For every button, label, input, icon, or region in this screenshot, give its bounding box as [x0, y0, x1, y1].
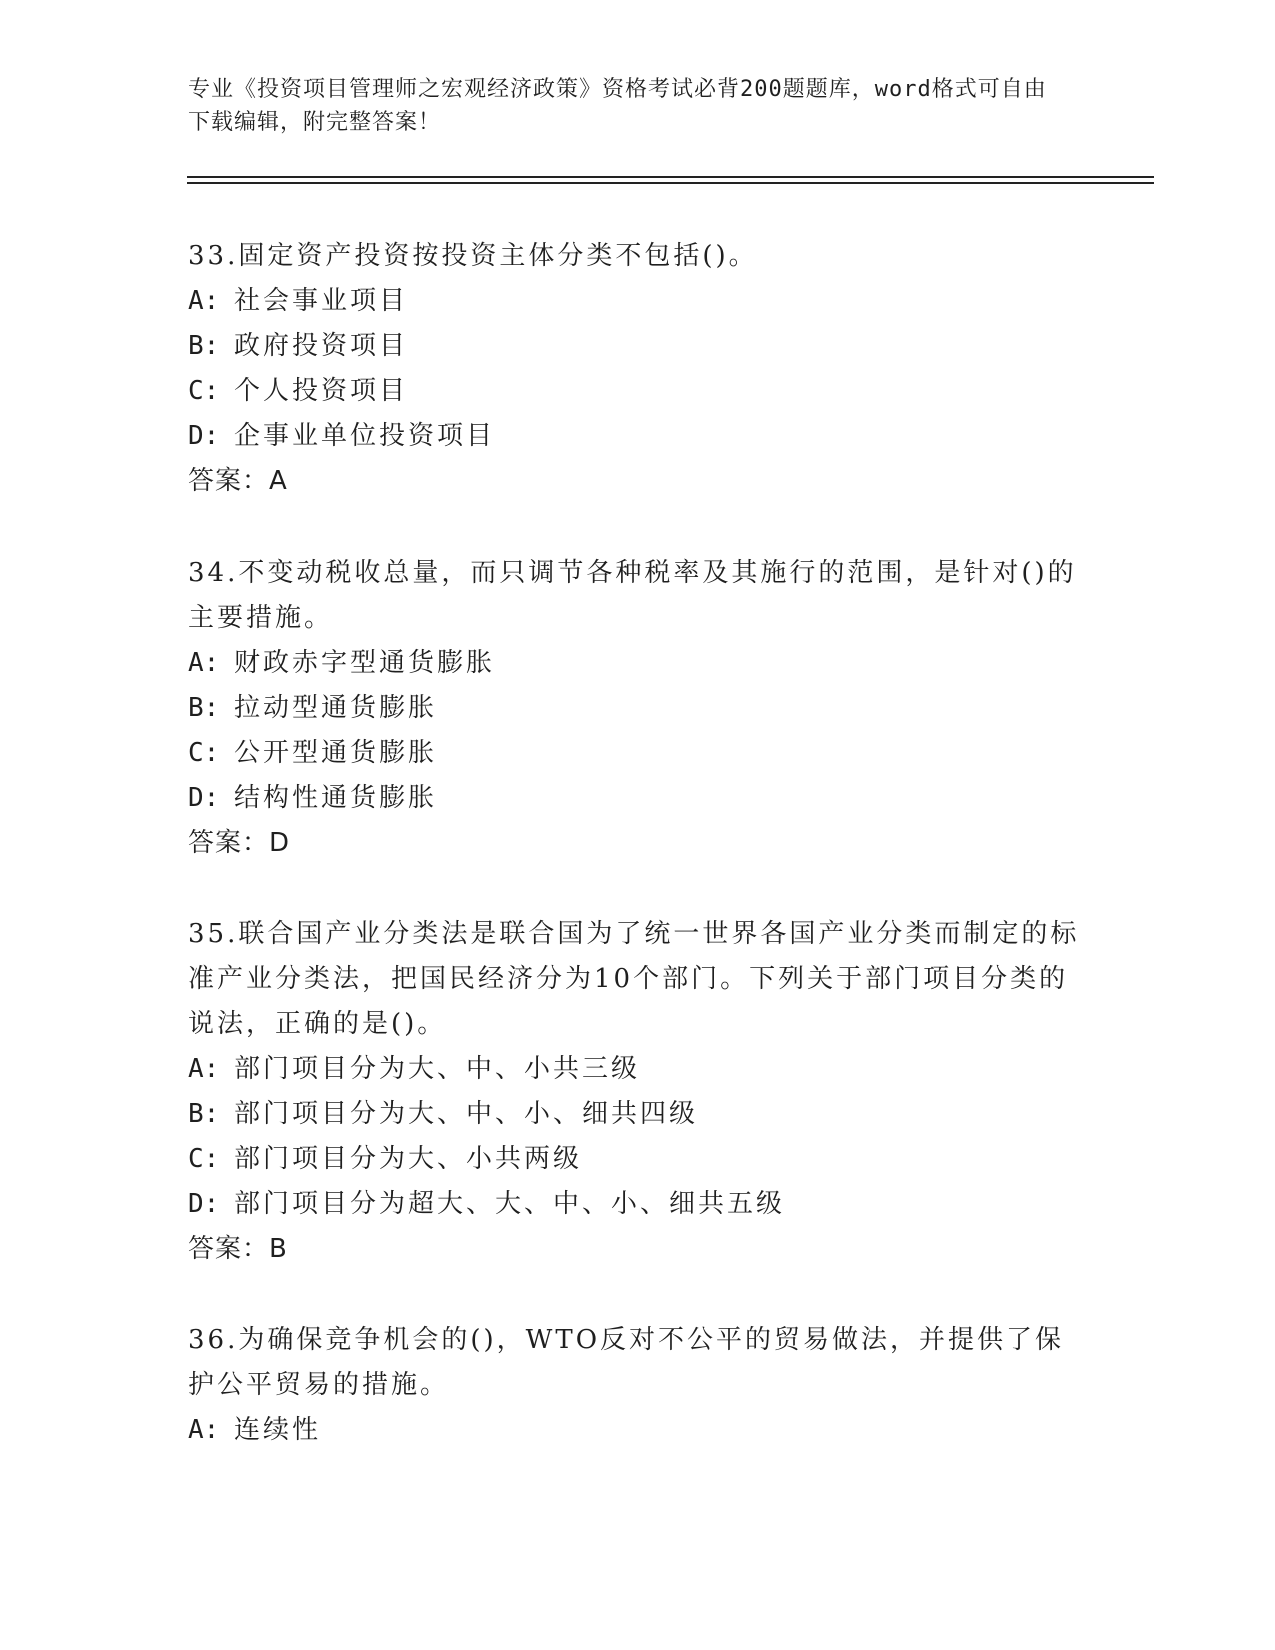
option-text: 拉动型通货膨胀	[234, 693, 438, 723]
question-text: 34.不变动税收总量，而只调节各种税率及其施行的范围，是针对()的主要措施。	[188, 558, 1077, 633]
answer-line: 答案：A	[188, 466, 288, 496]
question-34	[188, 551, 1088, 866]
option-letter: A:	[188, 648, 220, 678]
answer-line: 答案：D	[188, 828, 291, 858]
option-letter: A:	[188, 286, 220, 316]
option-text: 社会事业项目	[234, 286, 409, 316]
option-c	[188, 369, 1088, 414]
option-letter: A:	[188, 1415, 220, 1445]
option-letter: A:	[188, 1054, 220, 1084]
document-header: 专业《投资项目管理师之宏观经济政策》资格考试必背200题题库，word格式可自由下载编辑，附完整答案！	[188, 77, 1047, 135]
option-letter: B:	[188, 331, 220, 361]
option-text: 连续性	[234, 1415, 322, 1445]
option-text: 公开型通货膨胀	[234, 738, 438, 768]
option-a	[188, 279, 1088, 324]
option-letter: D:	[188, 783, 220, 813]
option-text: 部门项目分为大、小共两级	[234, 1144, 583, 1174]
option-text: 政府投资项目	[234, 331, 409, 361]
header-divider-top	[187, 176, 1154, 178]
question-35	[188, 912, 1088, 1272]
option-d	[188, 1182, 1088, 1227]
option-letter: C:	[188, 1144, 220, 1174]
option-letter: D:	[188, 1189, 220, 1219]
option-c	[188, 1137, 1088, 1182]
option-text: 个人投资项目	[234, 376, 409, 406]
option-text: 企事业单位投资项目	[234, 421, 496, 451]
option-text: 部门项目分为超大、大、中、小、细共五级	[234, 1189, 786, 1219]
question-text: 36.为确保竞争机会的()，WTO反对不公平的贸易做法，并提供了保护公平贸易的措施。	[188, 1325, 1065, 1400]
option-letter: B:	[188, 693, 220, 723]
option-letter: C:	[188, 738, 220, 768]
option-c	[188, 731, 1088, 776]
option-text: 部门项目分为大、中、小共三级	[234, 1054, 641, 1084]
question-text: 35.联合国产业分类法是联合国为了统一世界各国产业分类而制定的标准产业分类法，把国民经济分为10个部门。下列关于部门项目分类的说法，正确的是()。	[188, 919, 1080, 1039]
option-a	[188, 641, 1088, 686]
question-33	[188, 234, 1088, 504]
option-b	[188, 324, 1088, 369]
option-b	[188, 1092, 1088, 1137]
option-b	[188, 686, 1088, 731]
header-divider-bottom	[187, 182, 1154, 184]
option-letter: B:	[188, 1099, 220, 1129]
answer-line: 答案：B	[188, 1234, 288, 1264]
option-letter: C:	[188, 376, 220, 406]
option-text: 部门项目分为大、中、小、细共四级	[234, 1099, 699, 1129]
option-a	[188, 1047, 1088, 1092]
option-d	[188, 776, 1088, 821]
option-text: 财政赤字型通货膨胀	[234, 648, 496, 678]
question-text: 33.固定资产投资按投资主体分类不包括()。	[188, 241, 758, 271]
option-text: 结构性通货膨胀	[234, 783, 438, 813]
option-letter: D:	[188, 421, 220, 451]
option-d	[188, 414, 1088, 459]
option-a	[188, 1408, 1088, 1453]
question-36	[188, 1318, 1088, 1453]
